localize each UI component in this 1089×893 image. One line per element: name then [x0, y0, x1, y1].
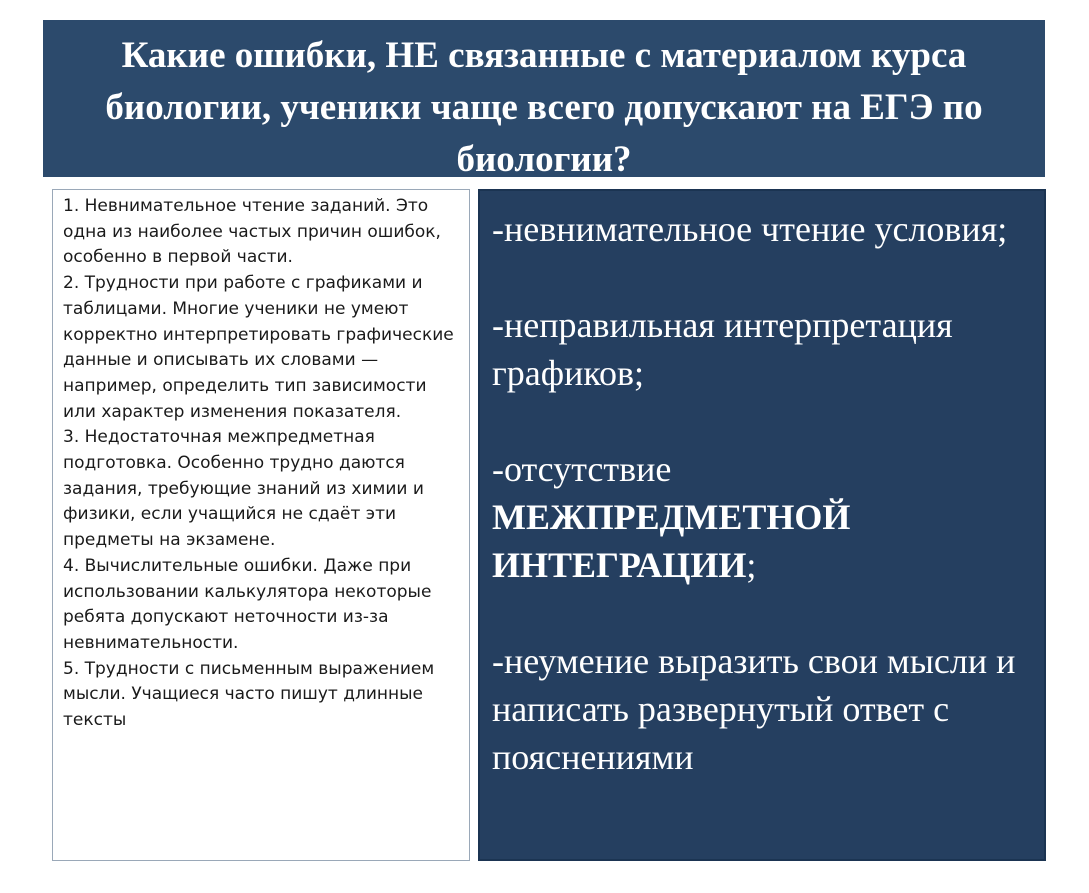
summary-item-reading: -невнимательное чтение условия;: [492, 209, 1008, 249]
page-title: Какие ошибки, НЕ связанные с материалом курса биологии, ученики чаще всего допускают на ЕГЭ по биологии?: [105, 35, 983, 180]
summary-panel: [478, 189, 1046, 861]
summary-item-integration-prefix: -отсутствие: [492, 449, 672, 489]
summary-item-integration-suffix: ;: [746, 545, 757, 585]
list-item: 2. Трудности при работе с графиками и таблицами. Многие ученики не умеют корректно интерпретировать графические данные и описывать их словами — например, определить тип зависимости или характер изменения показателя.: [63, 273, 454, 422]
summary-item-graphs: -неправильная интерпретация графиков;: [492, 305, 953, 393]
list-item: 5. Трудности с письменным выражением мысли. Учащиеся часто пишут длинные тексты: [63, 658, 435, 731]
list-item: 4. Вычислительные ошибки. Даже при использовании калькулятора некоторые ребята допускают неточности из-за невнимательности.: [63, 555, 432, 653]
summary-item-expression: -неумение выразить свои мысли и написать развернутый ответ с пояснениями: [492, 641, 1016, 777]
summary-item-integration: [492, 445, 1034, 589]
title-banner: [43, 20, 1045, 180]
list-item: 1. Невнимательное чтение заданий. Это одна из наиболее частых причин ошибок, особенно в первой части.: [63, 196, 441, 268]
summary-item-integration-emphasis: МЕЖПРЕДМЕТНОЙ ИНТЕГРАЦИИ: [492, 497, 851, 585]
errors-list: [53, 190, 469, 734]
list-item: 3. Недостаточная межпредметная подготовка. Особенно трудно даются задания, требующие знаний из химии и физики, если учащийся не сдаёт эти предметы на экзамене.: [63, 427, 424, 551]
left-text-panel: [52, 189, 470, 861]
